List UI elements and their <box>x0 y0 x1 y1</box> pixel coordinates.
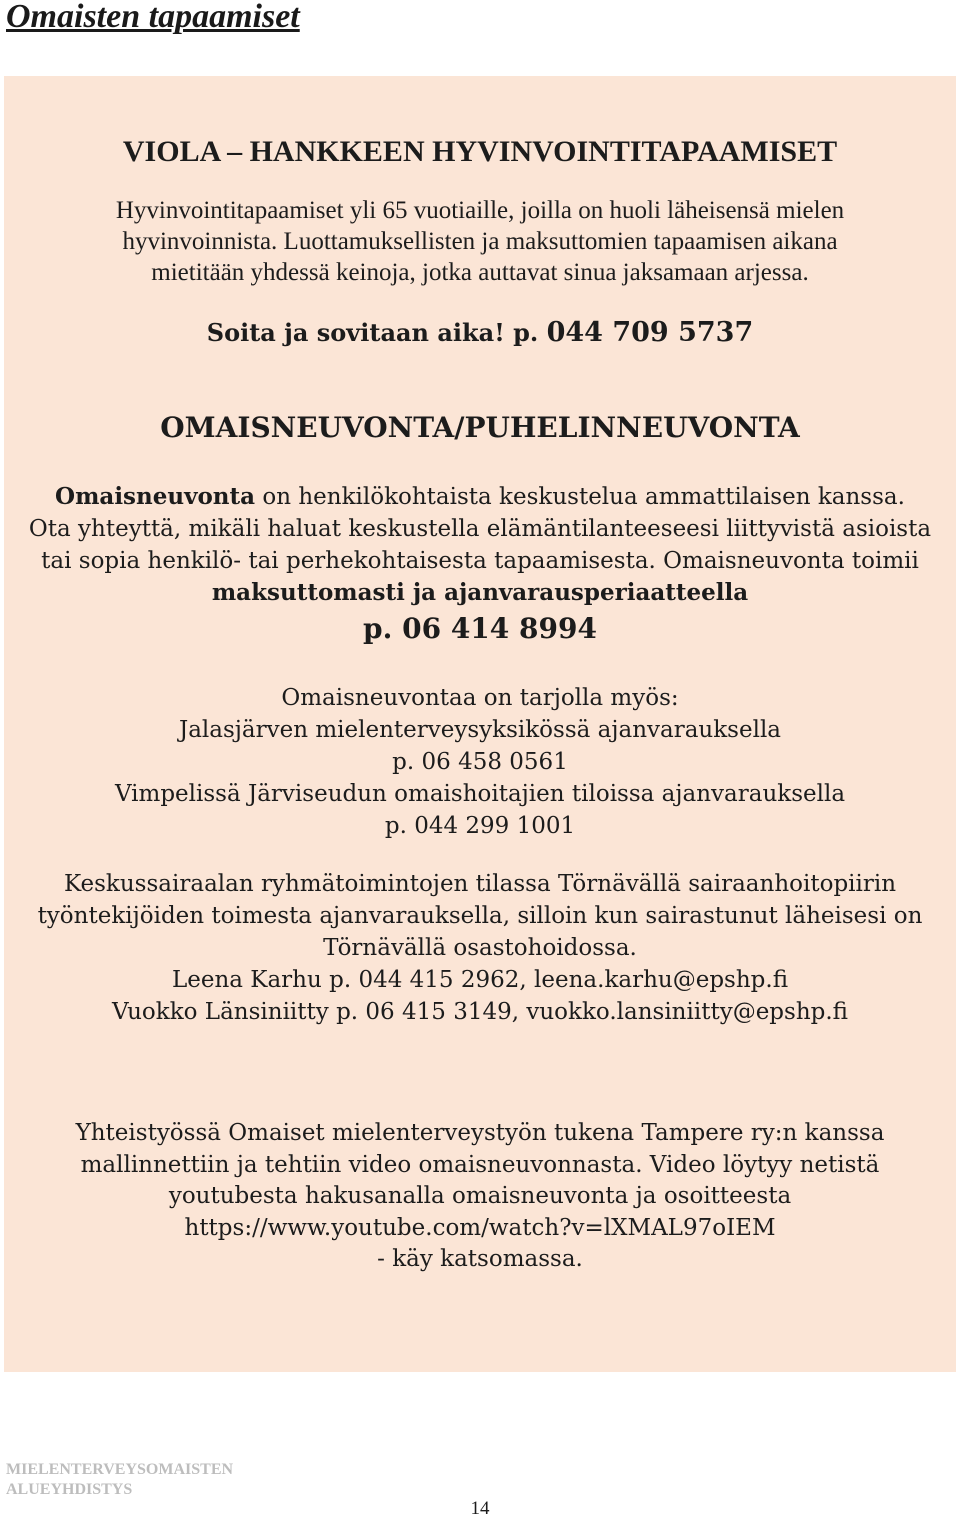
video-url: https://www.youtube.com/watch?v=lXMAL97oIEM <box>184 1214 776 1241</box>
hospital-block <box>0 868 960 1028</box>
neuvonta-lead-line <box>0 481 960 513</box>
neuvonta-lead-rest: on henkilökohtaista keskustelua ammattilaisen kanssa. <box>255 484 905 510</box>
hospital-line: Törnävällä osastohoidossa. <box>323 935 637 961</box>
viola-line: hyvinvoinnista. Luottamuksellisten ja maksuttomien tapaamisen aikana <box>122 228 838 255</box>
neuvonta-description <box>0 481 960 649</box>
contact-line: Vuokko Länsiniitty p. 06 415 3149, vuokko.lansiniitty@epshp.fi <box>111 999 849 1025</box>
call-text: Soita ja sovitaan aika! p. <box>206 318 539 347</box>
viola-description <box>0 195 960 288</box>
viola-heading: VIOLA – HANKKEEN HYVINVOINTITAPAAMISET <box>122 135 838 168</box>
footer-org-line: ALUEYHDISTYS <box>6 1481 133 1498</box>
video-line: Yhteistyössä Omaiset mielenterveystyön tukena Tampere ry:n kanssa <box>75 1120 885 1146</box>
contact-line: Leena Karhu p. 044 415 2962, leena.karhu@epshp.fi <box>171 967 789 993</box>
neuvonta-heading: OMAISNEUVONTA/PUHELINNEUVONTA <box>160 411 800 444</box>
viola-phone: 044 709 5737 <box>546 317 754 348</box>
hospital-line: työntekijöiden toimesta ajanvarauksella, silloin kun sairastunut läheisesi on <box>37 903 923 929</box>
neuvonta-line: tai sopia henkilö- tai perhekohtaisesta tapaamisesta. Omaisneuvonta toimii <box>41 548 919 574</box>
video-line: - käy katsomassa. <box>377 1246 583 1272</box>
viola-line: Hyvinvointitapaamiset yli 65 vuotiaille, joilla on huoli läheisensä mielen <box>115 197 845 224</box>
locations-line: Jalasjärven mielenterveysyksikössä ajanvarauksella <box>178 717 782 743</box>
hospital-line: Keskussairaalan ryhmätoimintojen tilassa Törnävällä sairaanhoitopiirin <box>63 871 897 897</box>
page-number: 14 <box>470 1498 490 1519</box>
neuvonta-line: Ota yhteyttä, mikäli haluat keskustella elämäntilanteeseesi liittyvistä asioista <box>28 516 932 542</box>
locations-line: Omaisneuvontaa on tarjolla myös: <box>281 685 679 711</box>
page-title: Omaisten tapaamiset <box>6 0 300 35</box>
locations-phone: p. 06 458 0561 <box>392 749 568 775</box>
neuvonta-bold-line: maksuttomasti ja ajanvarausperiaatteella <box>211 579 749 606</box>
neuvonta-lead-bold: Omaisneuvonta <box>55 483 256 510</box>
locations-line: Vimpelissä Järviseudun omaishoitajien tiloissa ajanvarauksella <box>114 781 846 807</box>
neuvonta-phone: p. 06 414 8994 <box>363 612 597 645</box>
video-line: youtubesta hakusanalla omaisneuvonta ja osoitteesta <box>168 1183 792 1209</box>
locations-phone: p. 044 299 1001 <box>384 813 576 839</box>
footer-organization <box>6 1460 233 1500</box>
viola-call-line <box>0 317 960 349</box>
video-block <box>0 1118 960 1276</box>
locations-block <box>0 682 960 842</box>
viola-line: mietitään yhdessä keinoja, jotka auttavat sinua jaksamaan arjessa. <box>151 259 809 286</box>
footer-org-line: MIELENTERVEYSOMAISTEN <box>6 1461 234 1478</box>
video-line: mallinnettiin ja tehtiin video omaisneuvonnasta. Video löytyy netistä <box>80 1151 880 1178</box>
